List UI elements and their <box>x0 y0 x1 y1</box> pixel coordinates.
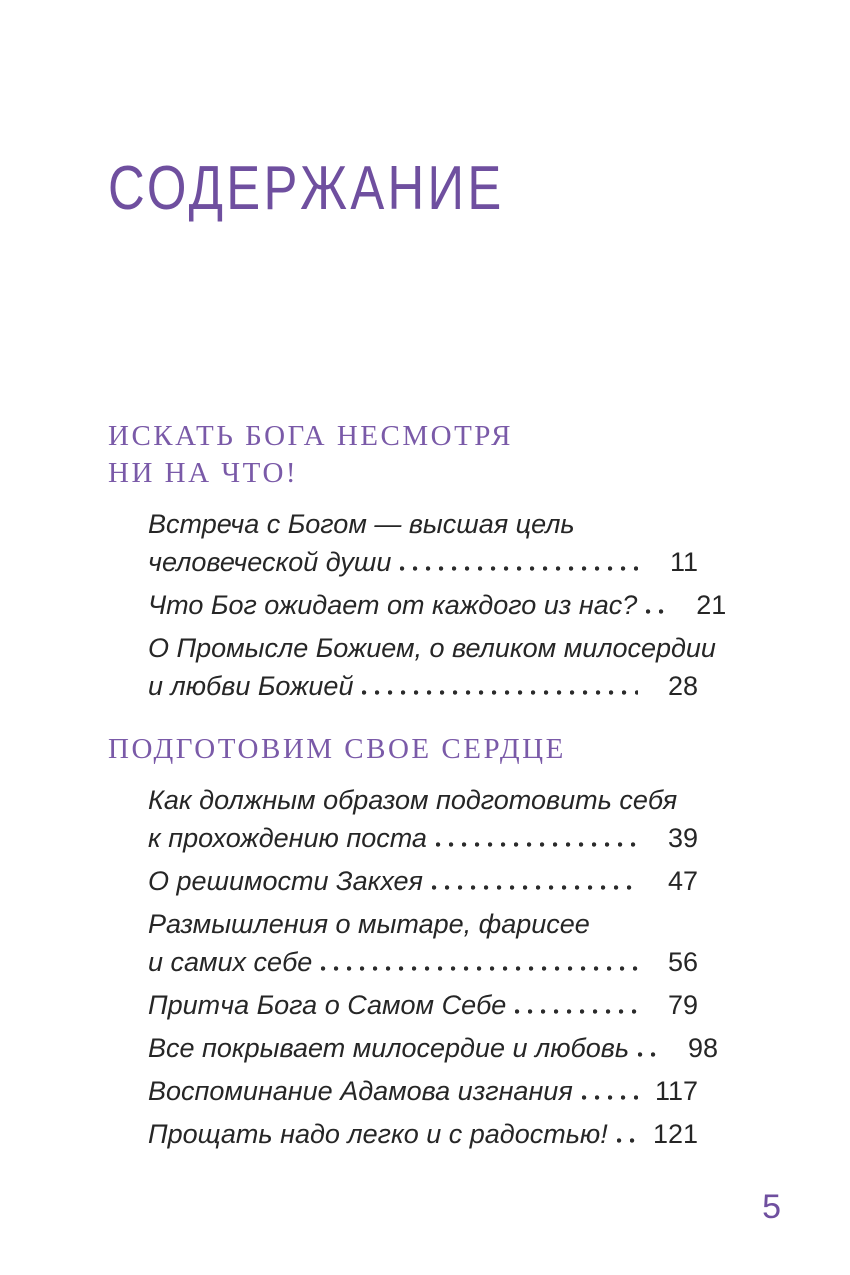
toc-page-number: 21 <box>696 590 727 620</box>
toc-entry-last-line <box>148 1115 698 1153</box>
toc-entry <box>148 1029 719 1067</box>
toc-entry <box>148 1072 698 1110</box>
toc-page-number: 121 <box>652 1119 698 1149</box>
toc-entry <box>148 586 727 624</box>
toc-entry-text: к прохождению поста <box>148 823 427 853</box>
toc-entry-last-line <box>148 1029 719 1067</box>
toc-entry-text: Встреча с Богом — высшая цель <box>148 509 575 539</box>
toc-entry-text: человеческой души <box>148 547 392 577</box>
section-entries <box>108 781 719 1153</box>
section-heading-line: НИ НА ЧТО! <box>108 457 299 489</box>
toc-entry-last-line <box>148 1072 698 1110</box>
toc-entry <box>148 905 698 981</box>
toc-entry-text: О решимости Закхея <box>148 866 423 896</box>
toc-entry-last-line <box>148 862 698 900</box>
dot-leader <box>400 566 638 571</box>
dot-leader <box>617 1138 638 1143</box>
dot-leader <box>436 842 638 847</box>
toc-content <box>108 0 727 1158</box>
toc-entry <box>148 986 698 1024</box>
toc-entry-last-line <box>148 986 698 1024</box>
toc-page-number: 28 <box>667 671 698 701</box>
toc-entry <box>148 1115 698 1153</box>
toc-entry-text: Что Бог ожидает от каждого из нас? <box>148 590 638 620</box>
toc-entry-last-line <box>148 667 698 705</box>
toc-page-number: 47 <box>667 866 698 896</box>
toc-entry-text: Притча Бога о Самом Себе <box>148 990 507 1020</box>
page-title: СОДЕРЖАНИЕ <box>108 154 505 223</box>
section-entries <box>108 505 727 705</box>
toc-entry <box>148 505 698 581</box>
toc-entry-text: О Промысле Божием, о великом милосердии <box>148 633 716 663</box>
dot-leader <box>582 1095 638 1100</box>
dot-leader <box>515 1009 638 1014</box>
toc-entry <box>148 629 716 705</box>
dot-leader <box>638 1052 658 1057</box>
section-heading-line: ПОДГОТОВИМ СВОЕ СЕРДЦЕ <box>108 733 566 765</box>
toc-page-number: 117 <box>654 1076 698 1106</box>
toc-entry-last-line <box>148 543 698 581</box>
toc-entry-text: и любви Божией <box>148 671 354 701</box>
toc-entry-text: Воспоминание Адамова изгнания <box>148 1076 573 1106</box>
toc-entry-text: Размышления о мытаре, фарисее <box>148 909 590 939</box>
toc-entry-text: Как должным образом подготовить себя <box>148 785 678 815</box>
section-heading <box>108 418 698 492</box>
toc-page-number: 98 <box>688 1033 719 1063</box>
dot-leader <box>321 966 638 971</box>
toc-page-number: 11 <box>669 547 698 577</box>
toc-entry-text: Прощать надо легко и с радостью! <box>148 1119 608 1149</box>
toc-entry-last-line <box>148 819 698 857</box>
toc-entry <box>148 781 698 857</box>
dot-leader <box>646 609 666 614</box>
folio-page-number: 5 <box>762 1188 781 1226</box>
toc-page-number: 56 <box>667 947 698 977</box>
toc-entry-last-line <box>148 586 727 624</box>
toc-page-number: 39 <box>667 823 698 853</box>
toc-page-number: 79 <box>667 990 698 1020</box>
toc-entry-text: и самих себе <box>148 947 313 977</box>
dot-leader <box>432 885 638 890</box>
toc-entry <box>148 862 698 900</box>
toc-entry-text: Все покрывает милосердие и любовь <box>148 1033 630 1063</box>
section-heading-line: ИСКАТЬ БОГА НЕСМОТРЯ <box>108 420 513 452</box>
section-heading <box>108 731 698 768</box>
toc-entry-last-line <box>148 943 698 981</box>
dot-leader <box>362 690 638 695</box>
